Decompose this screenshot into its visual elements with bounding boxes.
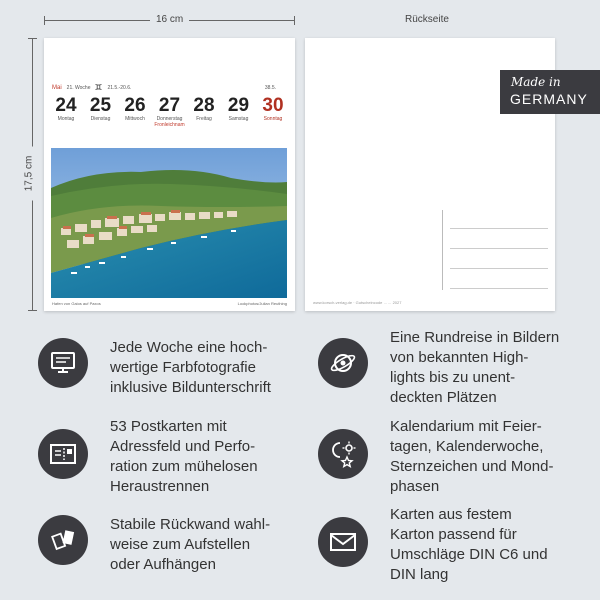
feature-text: Kalendarium mit Feier- tagen, Kalenderwoche, Sternzeichen und Mond- phasen — [390, 418, 554, 495]
feature-calendar — [318, 417, 553, 497]
day-name: Mittwoch — [125, 116, 145, 122]
address-line — [450, 248, 548, 249]
envelope-icon — [318, 517, 368, 567]
day-number: 30 — [262, 95, 284, 116]
calendar-day — [188, 96, 220, 128]
feature-text: Karten aus festem Karton passend für Umschläge DIN C6 und DIN lang — [390, 506, 548, 583]
day-number: 24 — [55, 95, 77, 116]
back-side-label: Rückseite — [405, 14, 449, 25]
photo-credit: Lookphotos/Julian Reuthing — [237, 301, 287, 306]
address-divider — [442, 210, 443, 290]
address-line — [450, 228, 548, 229]
postcard-front — [44, 38, 295, 311]
feature-text: Eine Rundreise in Bildern von bekannten High- lights bis zu unent- deckten Plätzen — [390, 329, 560, 406]
calendar-day — [119, 96, 151, 128]
feature-envelope — [318, 505, 548, 585]
day-name: Montag — [57, 116, 75, 122]
zodiac-dates: 21.5.-20.6. — [107, 85, 132, 91]
day-name: Freitag — [196, 116, 212, 122]
day-name: Donnerstag — [156, 116, 183, 122]
day-number: 29 — [227, 95, 250, 116]
globe-tour-icon — [318, 338, 368, 388]
photo-caption: Hafen von Gaios auf Paxos — [52, 301, 101, 306]
made-in-germany-badge — [500, 70, 600, 114]
harbor-photo — [51, 148, 287, 298]
calendar-day — [50, 96, 82, 128]
calendar-day-sunday — [257, 96, 289, 128]
feature-postcards — [38, 417, 258, 497]
width-dimension-tick-right — [294, 16, 295, 25]
moon-phase-text: 38.5. — [264, 85, 276, 91]
calendar-month: Mai — [52, 85, 62, 91]
calendar-day — [154, 96, 186, 128]
height-dimension-tick-bottom — [28, 310, 37, 311]
calendar-day — [223, 96, 255, 128]
badge-country: GERMANY — [510, 91, 588, 107]
stand-card-icon — [38, 515, 88, 565]
back-footer: www.korsch-verlag.de · Gutscheincode …… 2027 — [313, 300, 402, 305]
day-number: 28 — [193, 95, 215, 116]
feature-tour — [318, 328, 559, 408]
feature-text: Stabile Rückwand wahl- weise zum Aufstellen oder Aufhängen — [110, 516, 271, 573]
feature-photo — [38, 338, 271, 398]
feature-text: Jede Woche eine hoch- wertige Farbfotografie inklusive Bildunterschrift — [110, 339, 271, 396]
address-line — [450, 288, 548, 289]
day-name: Dienstag — [90, 116, 111, 122]
address-line — [450, 268, 548, 269]
badge-made-in: Made in — [511, 75, 561, 89]
calendar-days — [50, 96, 289, 128]
width-dimension-tick-left — [44, 16, 45, 25]
moon-sun-star-icon — [318, 429, 368, 479]
crescent-moon-icon — [281, 84, 287, 92]
day-number: 25 — [89, 95, 112, 116]
postcard-icon — [38, 429, 88, 479]
feature-text: 53 Postkarten mit Adressfeld und Perfo- ration zum mühelosen Heraustrennen — [110, 418, 258, 495]
height-dimension-label: 17,5 cm — [24, 147, 35, 201]
day-holiday: Fronleichnam — [154, 122, 185, 128]
day-number: 27 — [158, 95, 181, 116]
monitor-photo-icon — [38, 338, 88, 388]
feature-stand — [38, 515, 270, 575]
calendar-week: 21. Woche — [66, 85, 91, 91]
height-dimension-tick-top — [28, 38, 37, 39]
day-name: Samstag — [228, 116, 249, 122]
zodiac-gemini-icon — [95, 84, 102, 92]
calendar-day — [85, 96, 117, 128]
day-name: Sonntag — [263, 116, 283, 122]
calendar-header — [52, 84, 287, 92]
day-number: 26 — [124, 95, 146, 116]
width-dimension-label: 16 cm — [150, 14, 189, 25]
